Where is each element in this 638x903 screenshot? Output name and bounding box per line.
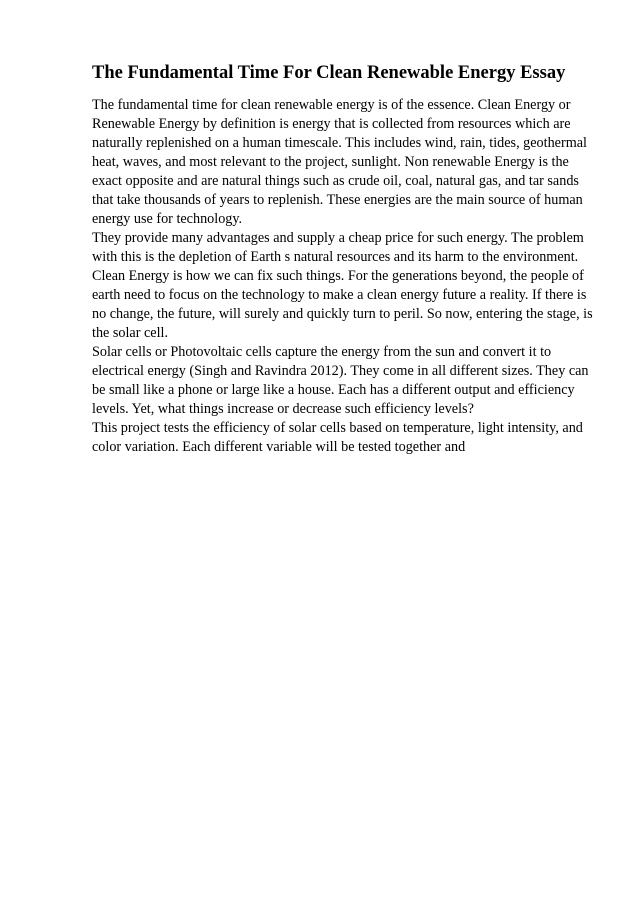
paragraph-3: Solar cells or Photovoltaic cells capture the energy from the sun and convert it to electrical energy (Singh and Ravindra 2012). They come in all different sizes. They can be small like a phone or large like a house. Each has a different output and efficiency levels. Yet, what things increase or decrease such efficiency levels?: [92, 344, 589, 417]
document-body: [92, 96, 598, 457]
paragraph-1: The fundamental time for clean renewable energy is of the essence. Clean Energy or Renewable Energy by definition is energy that is collected from resources which are naturally replenished on a human timescale. This includes wind, rain, tides, geothermal heat, waves, and most relevant to the project, sunlight. Non renewable Energy is the exact opposite and are natural things such as crude oil, coal, natural gas, and tar sands that take thousands of years to replenish. These energies are the main source of human energy use for technology.: [92, 97, 587, 227]
paragraph-2: They provide many advantages and supply a cheap price for such energy. The problem with this is the depletion of Earth s natural resources and its harm to the environment. Clean Energy is how we can fix such things. For the generations beyond, the people of earth need to focus on the technology to make a clean energy future a reality. If there is no change, the future, will surely and quickly turn to peril. So now, entering the stage, is the solar cell.: [92, 230, 593, 341]
document-title: The Fundamental Time For Clean Renewable Energy Essay: [92, 63, 566, 83]
paragraph-4: This project tests the efficiency of solar cells based on temperature, light intensity, and color variation. Each different variable will be tested together and: [92, 420, 583, 455]
